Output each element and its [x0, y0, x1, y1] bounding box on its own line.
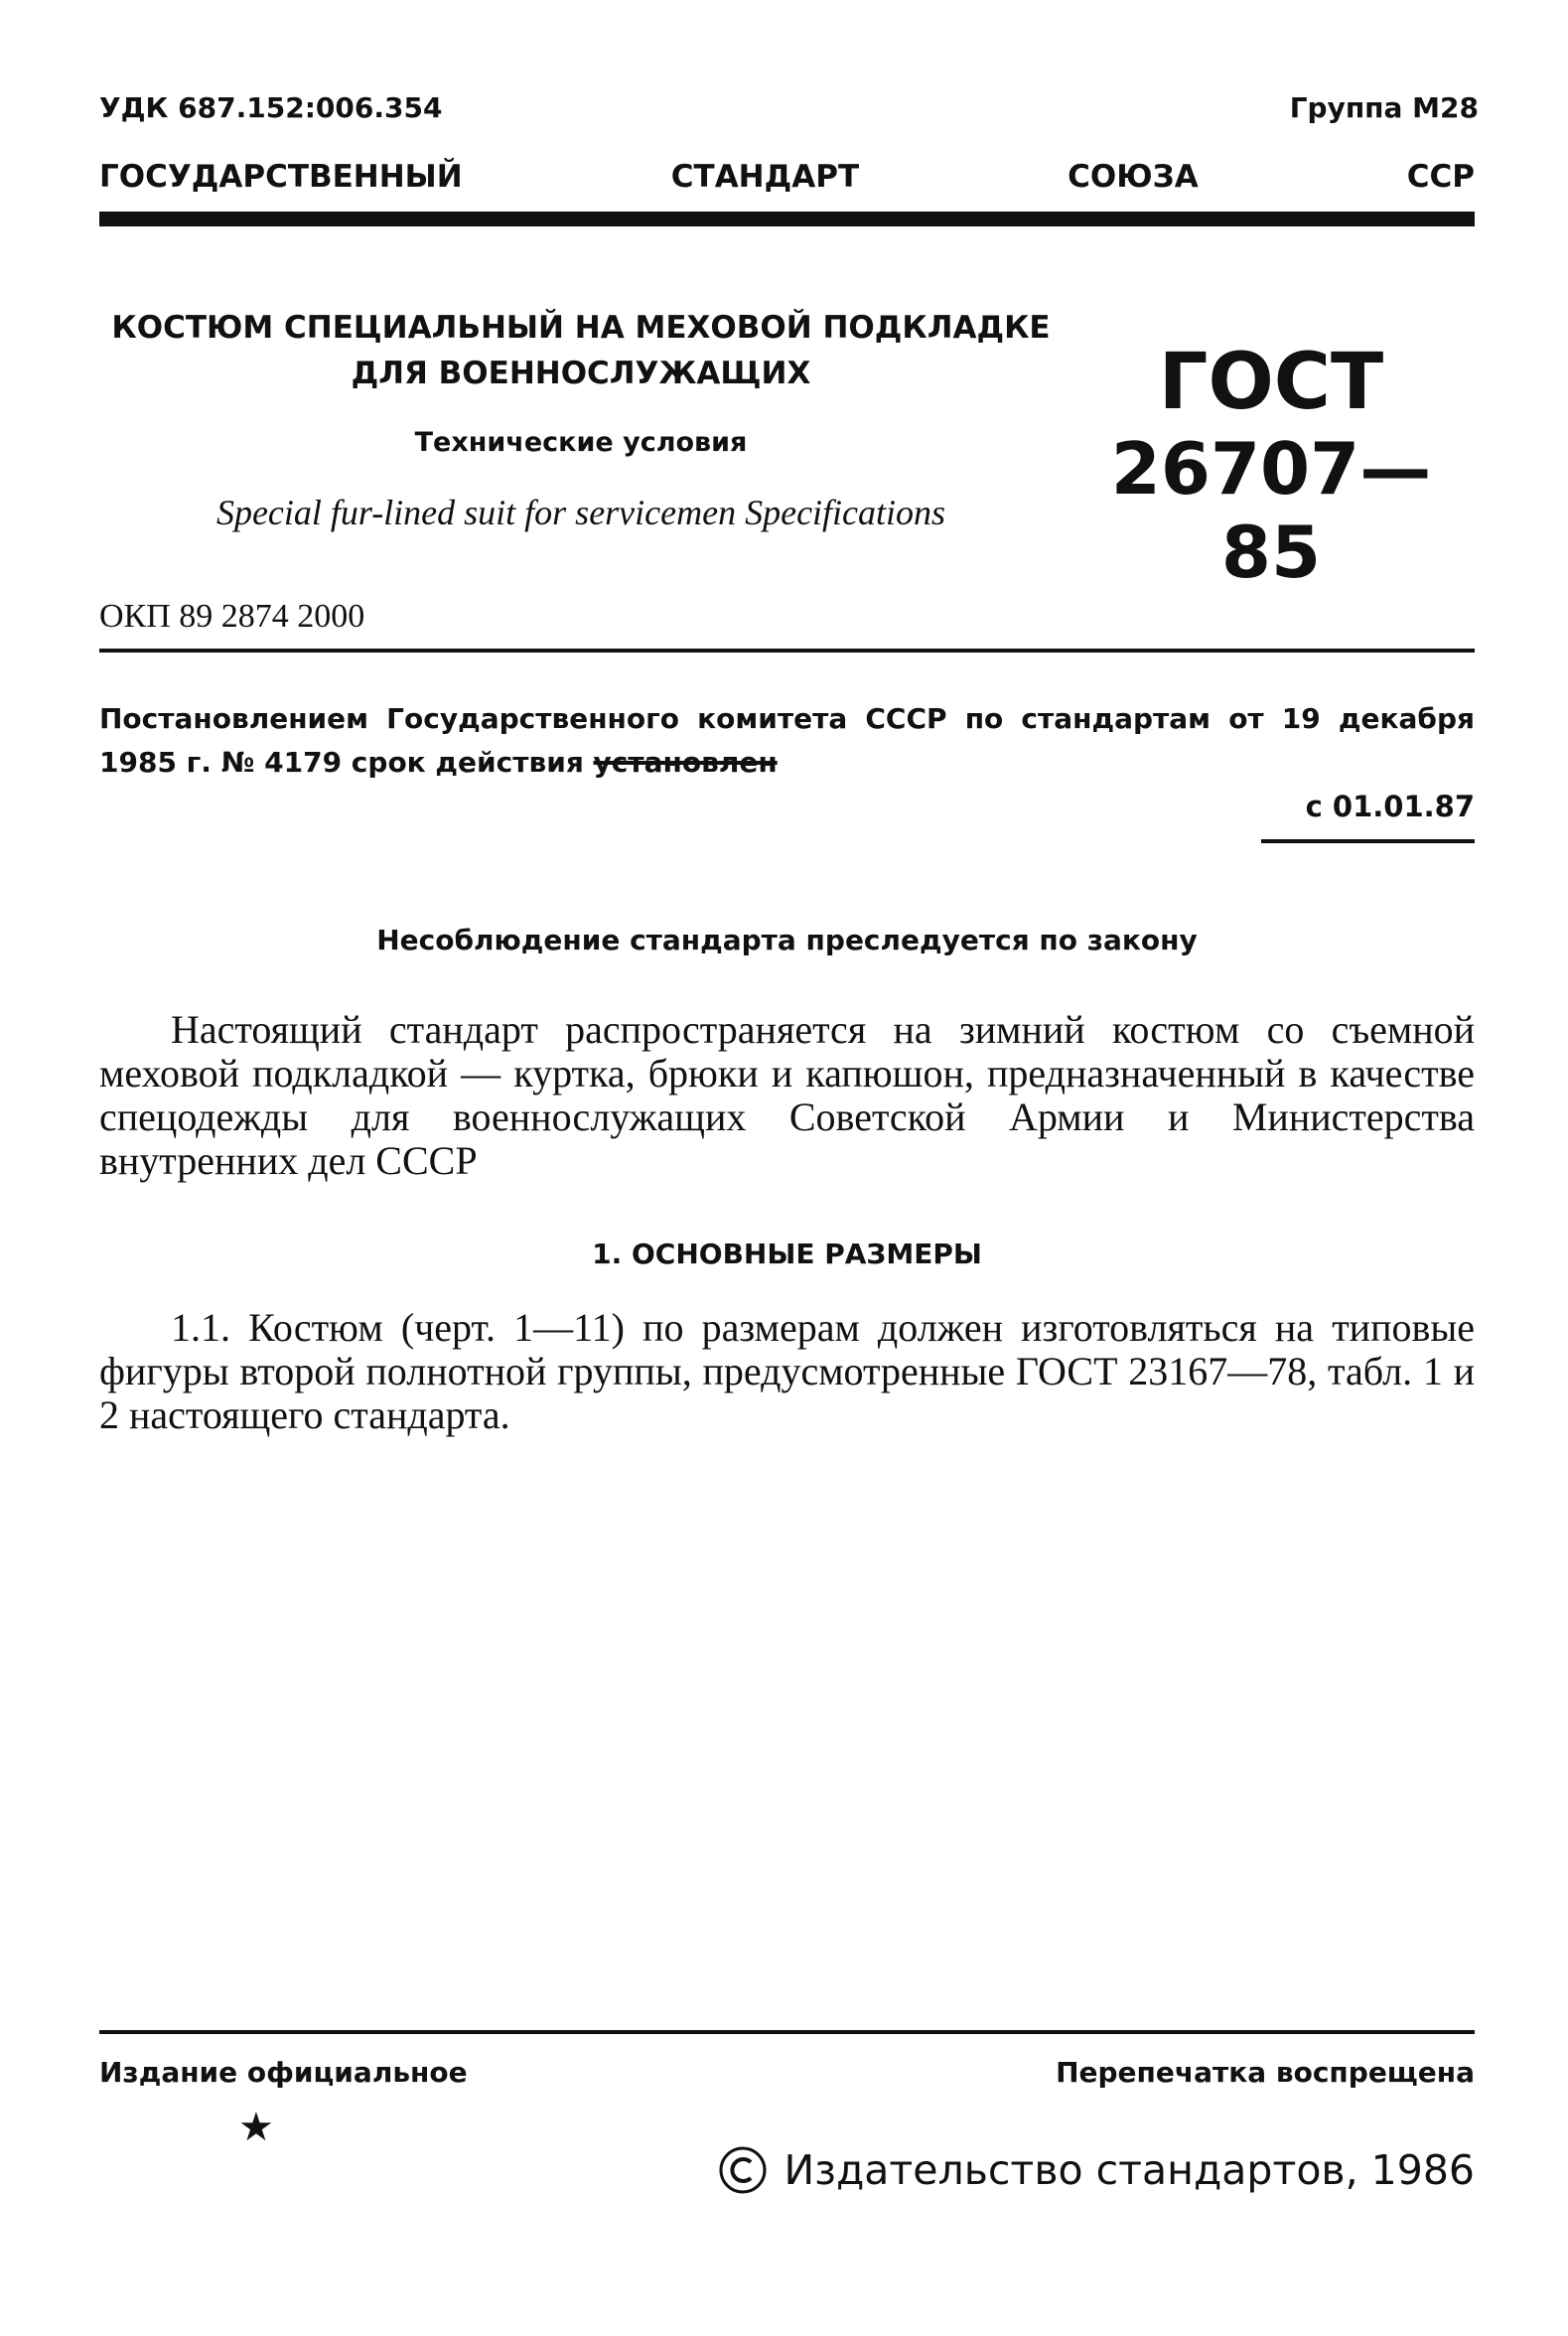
- udk-code: УДК 687.152:006.354: [99, 91, 443, 124]
- okp-divider: [99, 649, 1475, 653]
- footer-divider: [99, 2030, 1475, 2034]
- date-underline: [1261, 839, 1475, 843]
- state-word-2: СТАНДАРТ: [670, 159, 860, 195]
- document-title: [109, 305, 1053, 396]
- document-subtitle: Технические условия: [414, 427, 748, 458]
- state-word-4: ССР: [1406, 159, 1475, 195]
- state-word-1: ГОСУДАРСТВЕННЫЙ: [99, 159, 463, 195]
- decree-main: Постановлением Государственного комитета СССР по стандартам от 19 декабря 1985 г. № 4179 срок действия: [99, 702, 1475, 779]
- header-divider: [99, 212, 1475, 226]
- okp-code: ОКП 89 2874 2000: [99, 598, 365, 635]
- official-edition: Издание официальное: [99, 2056, 468, 2089]
- copyright-line: [718, 2145, 1475, 2195]
- effective-date: с 01.01.87: [1305, 790, 1475, 823]
- legal-notice: Несоблюдение стандарта преследуется по закону: [376, 924, 1198, 956]
- group-code: Группа М28: [1289, 91, 1479, 124]
- star-icon: ★: [238, 2105, 274, 2149]
- state-word-3: СОЮЗА: [1068, 159, 1199, 195]
- copyright-icon: [718, 2145, 768, 2195]
- english-title: Special fur-lined suit for servicemen Specifications: [215, 493, 946, 532]
- title-line-2: ДЛЯ ВОЕННОСЛУЖАЩИХ: [351, 356, 811, 391]
- gost-number: 26707—85: [1110, 427, 1432, 594]
- gost-label: ГОСТ: [1158, 338, 1384, 427]
- decree-text: [99, 697, 1475, 785]
- title-line-1: КОСТЮМ СПЕЦИАЛЬНЫЙ НА МЕХОВОЙ ПОДКЛАДКЕ: [111, 310, 1051, 346]
- publisher: Издательство стандартов, 1986: [784, 2146, 1475, 2194]
- intro-paragraph: Настоящий стандарт распространяется на зимний костюм со съемной меховой подкладкой — куртка, брюки и капюшон, предназначенный в качестве спецодежды для военнослужащих Советской Армии и Министерства внутренних дел СССР: [99, 1007, 1475, 1183]
- state-standard-heading: [99, 159, 1475, 195]
- section-heading: 1. ОСНОВНЫЕ РАЗМЕРЫ: [592, 1238, 982, 1270]
- reprint-notice: Перепечатка воспрещена: [1056, 2056, 1475, 2089]
- section-paragraph: 1.1. Костюм (черт. 1—11) по размерам должен изготовляться на типовые фигуры второй полнотной группы, предусмотренные ГОСТ 23167—78, табл. 1 и 2 настоящего стандарта.: [99, 1305, 1475, 1437]
- decree-struck-word: установлен: [593, 746, 778, 779]
